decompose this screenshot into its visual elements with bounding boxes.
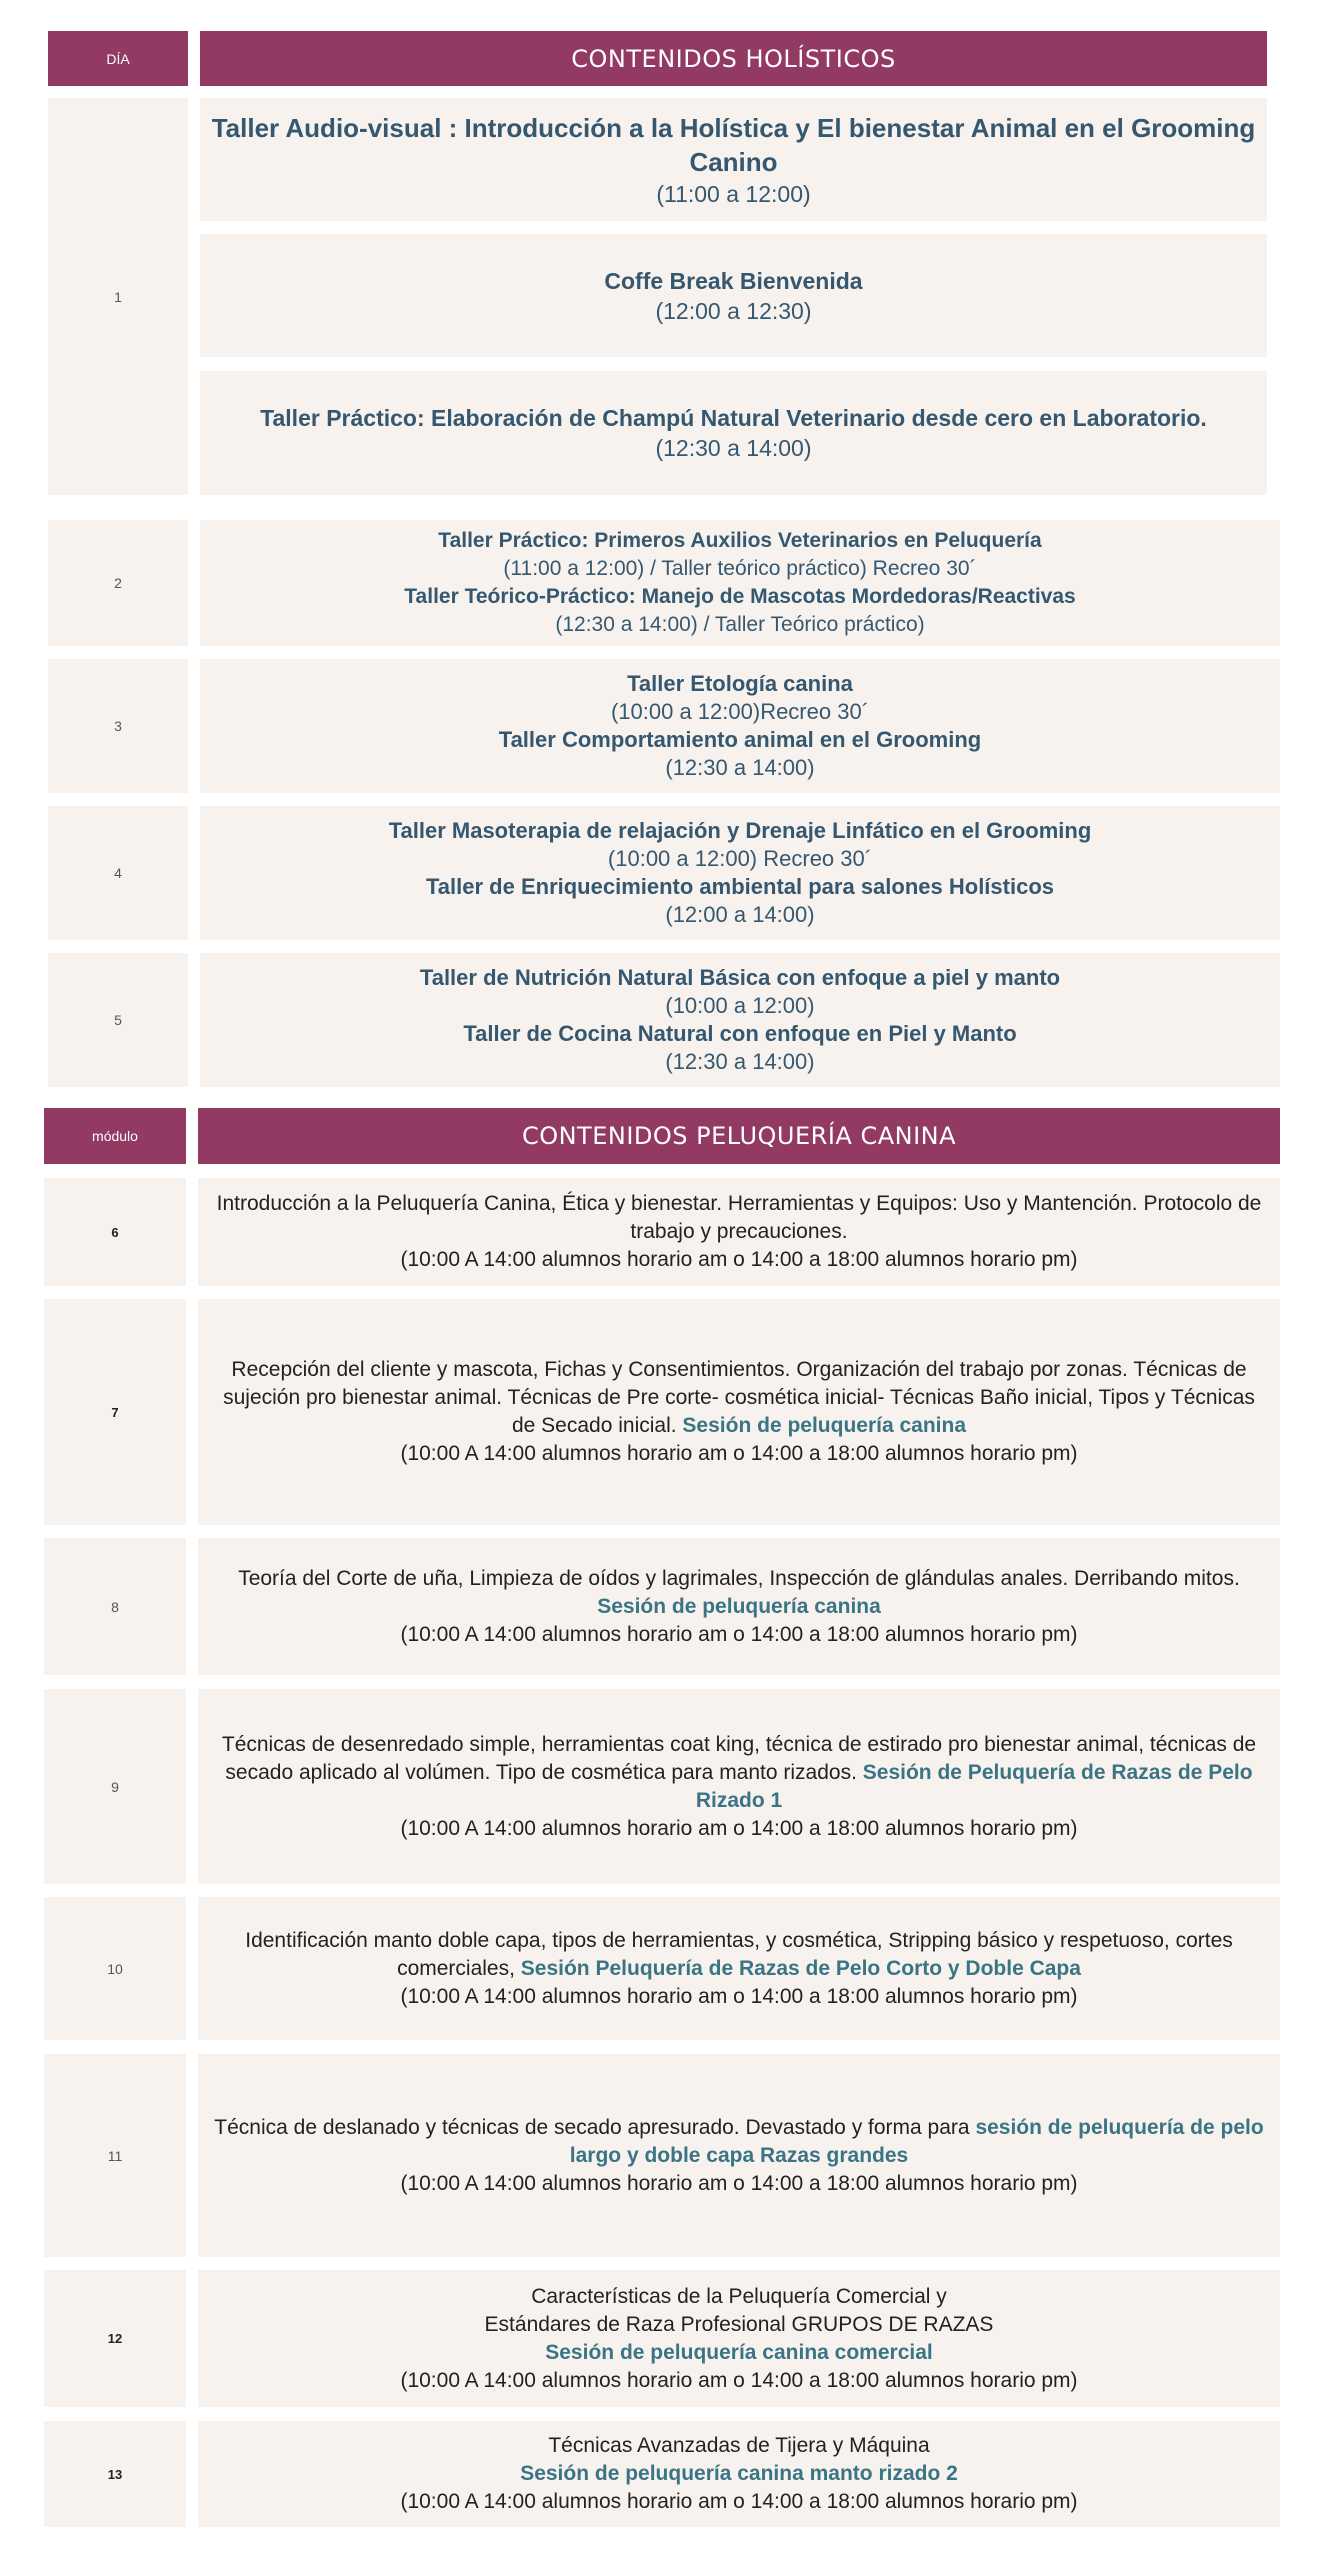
activity-time: (10:00 a 12:00) Recreo 30´ bbox=[607, 846, 873, 871]
activity-title: Taller de Nutrición Natural Básica con enfoque a piel y manto bbox=[419, 965, 1061, 990]
module-11-content bbox=[198, 2054, 1280, 2257]
module-9-cell bbox=[44, 1689, 186, 1884]
activity-time: (11:00 a 12:00) bbox=[656, 180, 811, 207]
day-4-cell bbox=[48, 806, 188, 940]
module-schedule: (10:00 A 14:00 alumnos horario am o 14:00 a 18:00 alumnos horario pm) bbox=[400, 2368, 1078, 2392]
module-description: Recepción del cliente y mascota, Fichas y Consentimientos. Organización del trabajo por zonas. Técnicas de sujeción pro bienestar animal. Técnicas de Pre corte- cosmética inicial- Técnicas Baño inicial, Tipos y Técnicas de Secado inicial. bbox=[223, 1358, 1255, 1437]
day-number: 2 bbox=[114, 575, 122, 591]
day-2-activities bbox=[200, 520, 1280, 646]
activity-time: (12:30 a 14:00) / Taller Teórico práctico) bbox=[555, 613, 925, 636]
activity-time: (10:00 a 12:00) bbox=[665, 993, 815, 1018]
module-7-content bbox=[198, 1299, 1280, 1525]
module-number: 8 bbox=[111, 1598, 119, 1615]
day-5-activities bbox=[200, 953, 1280, 1087]
day-3-activities bbox=[200, 659, 1280, 793]
module-number: 13 bbox=[107, 2466, 123, 2482]
module-number: 10 bbox=[107, 1960, 123, 1977]
module-schedule: (10:00 A 14:00 alumnos horario am o 14:00 a 18:00 alumnos horario pm) bbox=[400, 1816, 1078, 1840]
holistic-section-title bbox=[200, 31, 1267, 86]
module-description: Técnica de deslanado y técnicas de secado apresurado. Devastado y forma para bbox=[214, 2115, 970, 2139]
day-2-cell bbox=[48, 520, 188, 646]
module-schedule: (10:00 A 14:00 alumnos horario am o 14:00 a 18:00 alumnos horario pm) bbox=[400, 1248, 1078, 1271]
activity-time: (11:00 a 12:00) / Taller teórico práctico) Recreo 30´ bbox=[503, 557, 977, 580]
module-description: Características de la Peluquería Comercial y bbox=[531, 2284, 947, 2308]
grooming-section-title bbox=[198, 1108, 1280, 1164]
session-highlight: Sesión de peluquería canina bbox=[682, 1414, 967, 1437]
module-6-content bbox=[198, 1178, 1280, 1286]
module-column-header-label: módulo bbox=[92, 1128, 138, 1144]
module-number: 7 bbox=[111, 1404, 119, 1420]
activity-time: (12:00 a 12:30) bbox=[655, 297, 812, 324]
module-13-cell bbox=[44, 2421, 186, 2527]
activity-title: Coffe Break Bienvenida bbox=[604, 267, 863, 294]
activity-title: Taller Práctico: Primeros Auxilios Veterinarios en Peluquería bbox=[438, 529, 1042, 552]
day-1-cell bbox=[48, 98, 188, 495]
day-number: 4 bbox=[114, 865, 122, 881]
day-number: 1 bbox=[114, 288, 122, 305]
module-9-content bbox=[198, 1689, 1280, 1884]
day-4-activities bbox=[200, 806, 1280, 940]
day-1-activity-2 bbox=[200, 234, 1267, 357]
module-number: 11 bbox=[107, 2147, 123, 2164]
module-schedule: (10:00 A 14:00 alumnos horario am o 14:00 a 18:00 alumnos horario pm) bbox=[400, 1984, 1078, 2008]
activity-time: (12:30 a 14:00) bbox=[665, 1049, 815, 1074]
module-schedule: (10:00 A 14:00 alumnos horario am o 14:00 a 18:00 alumnos horario pm) bbox=[400, 2490, 1078, 2513]
module-description: Identificación manto doble capa, tipos de herramientas, y cosmética, Stripping básico y respetuoso, cortes comerciales, bbox=[245, 1928, 1233, 1980]
day-column-header bbox=[48, 31, 188, 86]
module-number: 9 bbox=[111, 1778, 119, 1795]
module-10-content bbox=[198, 1897, 1280, 2040]
day-1-activity-1 bbox=[200, 98, 1267, 221]
holistic-section-title-text: CONTENIDOS HOLÍSTICOS bbox=[571, 44, 896, 73]
module-11-cell bbox=[44, 2054, 186, 2257]
session-highlight: Sesión de peluquería canina comercial bbox=[545, 2340, 933, 2364]
module-12-cell bbox=[44, 2270, 186, 2407]
activity-time: (12:30 a 14:00) bbox=[665, 755, 815, 780]
module-6-cell bbox=[44, 1178, 186, 1286]
session-highlight: Sesión de Peluquería de Razas de Pelo Rizado 1 bbox=[695, 1760, 1253, 1812]
activity-title: Taller de Enriquecimiento ambiental para salones Holísticos bbox=[426, 874, 1054, 899]
day-column-header-label: DÍA bbox=[106, 50, 130, 67]
module-column-header bbox=[44, 1108, 186, 1164]
module-description: Estándares de Raza Profesional GRUPOS DE RAZAS bbox=[484, 2312, 994, 2336]
activity-time: (12:00 a 14:00) bbox=[665, 902, 815, 927]
module-description: Técnicas Avanzadas de Tijera y Máquina bbox=[548, 2434, 930, 2457]
activity-title: Taller Comportamiento animal en el Grooming bbox=[498, 727, 982, 752]
module-schedule: (10:00 A 14:00 alumnos horario am o 14:00 a 18:00 alumnos horario pm) bbox=[400, 1442, 1078, 1465]
activity-time: (12:30 a 14:00) bbox=[655, 435, 812, 461]
day-5-cell bbox=[48, 953, 188, 1087]
module-schedule: (10:00 A 14:00 alumnos horario am o 14:00 a 18:00 alumnos horario pm) bbox=[400, 2171, 1078, 2195]
day-1-activity-3 bbox=[200, 371, 1267, 495]
module-12-content bbox=[198, 2270, 1280, 2407]
session-highlight: sesión de peluquería de pelo largo y doble capa Razas grandes bbox=[569, 2115, 1264, 2167]
module-number: 12 bbox=[107, 2331, 123, 2346]
activity-title: Taller de Cocina Natural con enfoque en Piel y Manto bbox=[463, 1021, 1017, 1046]
module-description: Introducción a la Peluquería Canina, Ética y bienestar. Herramientas y Equipos: Uso y Mantención. Protocolo de trabajo y precauciones. bbox=[216, 1192, 1262, 1243]
module-number: 6 bbox=[111, 1224, 119, 1240]
activity-title: Taller Etología canina bbox=[627, 671, 853, 696]
module-8-content bbox=[198, 1538, 1280, 1675]
module-7-cell bbox=[44, 1299, 186, 1525]
day-3-cell bbox=[48, 659, 188, 793]
module-13-content bbox=[198, 2421, 1280, 2527]
module-10-cell bbox=[44, 1897, 186, 2040]
activity-time: (10:00 a 12:00)Recreo 30´ bbox=[610, 699, 870, 724]
activity-title: Taller Práctico: Elaboración de Champú Natural Veterinario desde cero en Laboratorio. bbox=[260, 405, 1207, 431]
grooming-section-title-text: CONTENIDOS PELUQUERÍA CANINA bbox=[521, 1122, 957, 1150]
activity-title: Taller Masoterapia de relajación y Drenaje Linfático en el Grooming bbox=[388, 818, 1092, 843]
module-8-cell bbox=[44, 1538, 186, 1675]
session-highlight: Sesión Peluquería de Razas de Pelo Corto y Doble Capa bbox=[520, 1956, 1081, 1980]
session-highlight: Sesión de peluquería canina manto rizado 2 bbox=[520, 2462, 958, 2485]
day-number: 3 bbox=[114, 718, 122, 734]
module-schedule: (10:00 A 14:00 alumnos horario am o 14:00 a 18:00 alumnos horario pm) bbox=[400, 1622, 1078, 1646]
module-description: Teoría del Corte de uña, Limpieza de oídos y lagrimales, Inspección de glándulas anales. Derribando mitos. bbox=[238, 1566, 1240, 1590]
session-highlight: Sesión de peluquería canina bbox=[597, 1594, 881, 1618]
activity-title: Taller Audio-visual : Introducción a la Holística y El bienestar Animal en el Grooming Canino bbox=[211, 112, 1256, 177]
day-number: 5 bbox=[114, 1012, 122, 1028]
module-description: Técnicas de desenredado simple, herramientas coat king, técnica de estirado pro bienestar animal, técnicas de secado aplicado al volúmen. Tipo de cosmética para manto rizados. bbox=[221, 1732, 1257, 1784]
activity-title: Taller Teórico-Práctico: Manejo de Mascotas Mordedoras/Reactivas bbox=[404, 585, 1076, 608]
